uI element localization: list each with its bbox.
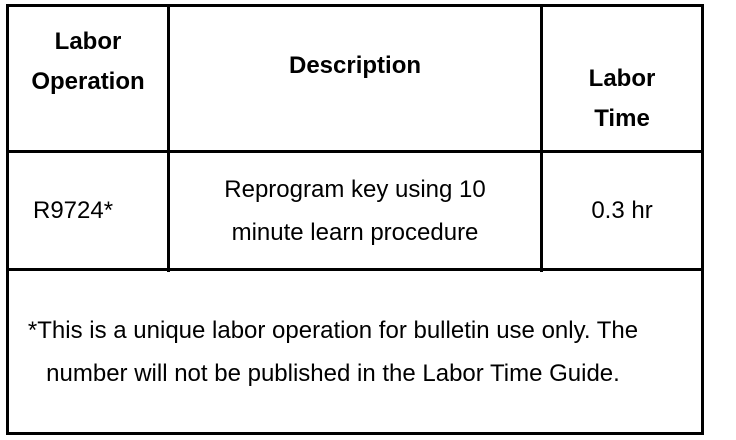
cell-description [170, 153, 540, 268]
header-description-text: Description [288, 52, 422, 79]
labor-time-value: 0.3 hr [591, 197, 653, 224]
header-labor-time-text: Labor Time [588, 65, 656, 132]
header-labor-operation-text: Labor Operation [31, 28, 145, 95]
description-value: Reprogram key using 10 minute learn procedure [224, 175, 486, 246]
cell-labor-time [543, 153, 701, 268]
footnote-text: *This is a unique labor operation for bulletin use only. The number will not be published in the Labor Time Guide. [27, 316, 639, 387]
header-labor-time [543, 57, 701, 141]
header-description [170, 46, 540, 86]
cell-labor-operation [9, 153, 167, 268]
header-labor-operation [9, 20, 167, 104]
footnote-cell [9, 271, 701, 432]
labor-operation-value: R9724* [33, 197, 114, 224]
